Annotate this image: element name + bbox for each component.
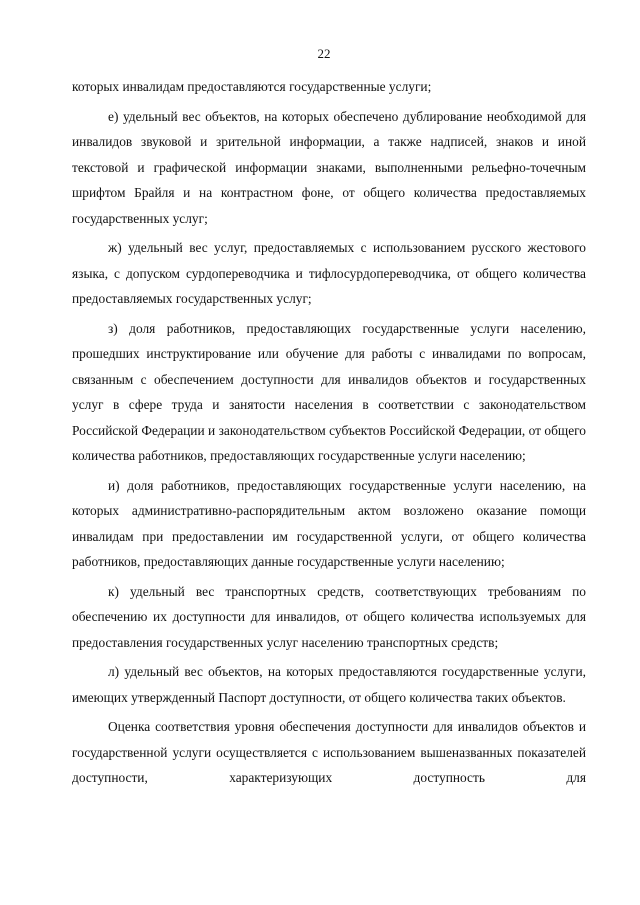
paragraph-continuation: которых инвалидам предоставляются государственные услуги; — [72, 79, 432, 94]
paragraph-item-zh: ж) удельный вес услуг, предоставляемых с использованием русского жестового языка, с допуском сурдопереводчика и тифлосурдопереводчика, от общего количества предоставляемых государственных услуг; — [72, 240, 586, 306]
paragraph-assessment: Оценка соответствия уровня обеспечения доступности для инвалидов объектов и государственной услуги осуществляется с использованием вышеназванных показателей доступности, характеризующих доступность для — [72, 719, 586, 785]
document-body — [72, 74, 586, 791]
paragraph-item-i: и) доля работников, предоставляющих государственные услуги населению, на которых административно-распорядительным актом возложено оказание помощи инвалидам при предоставлении им государственной услуги, от общего количества работников, предоставляющих данные государственные услуги населению; — [72, 477, 586, 569]
paragraph-item-e: е) удельный вес объектов, на которых обеспечено дублирование необходимой для инвалидов звуковой и зрительной информации, а также надписей, знаков и иной текстовой и графической информации знаками, выполненными рельефно-точечным шрифтом Брайля и на контрастном фоне, от общего количества предоставляемых государственных услуг; — [72, 108, 586, 226]
page-number: 22 — [317, 46, 331, 61]
paragraph-item-k: к) удельный вес транспортных средств, соответствующих требованиям по обеспечению их доступности для инвалидов, от общего количества используемых для предоставления государственных услуг населению транспортных средств; — [72, 583, 586, 650]
paragraph-item-l: л) удельный вес объектов, на которых предоставляются государственные услуги, имеющих утвержденный Паспорт доступности, от общего количества таких объектов. — [72, 664, 586, 705]
paragraph-item-z: з) доля работников, предоставляющих государственные услуги населению, прошедших инструктирование или обучение для работы с инвалидами по вопросам, связанным с обеспечением доступности для инвалидов объектов и государственных услуг в сфере труда и занятости населения в соответствии с законодательством Российской Федерации и законодательством субъектов Российской Федерации, от общего количества работников, предоставляющих государственные услуги населению; — [72, 320, 586, 463]
